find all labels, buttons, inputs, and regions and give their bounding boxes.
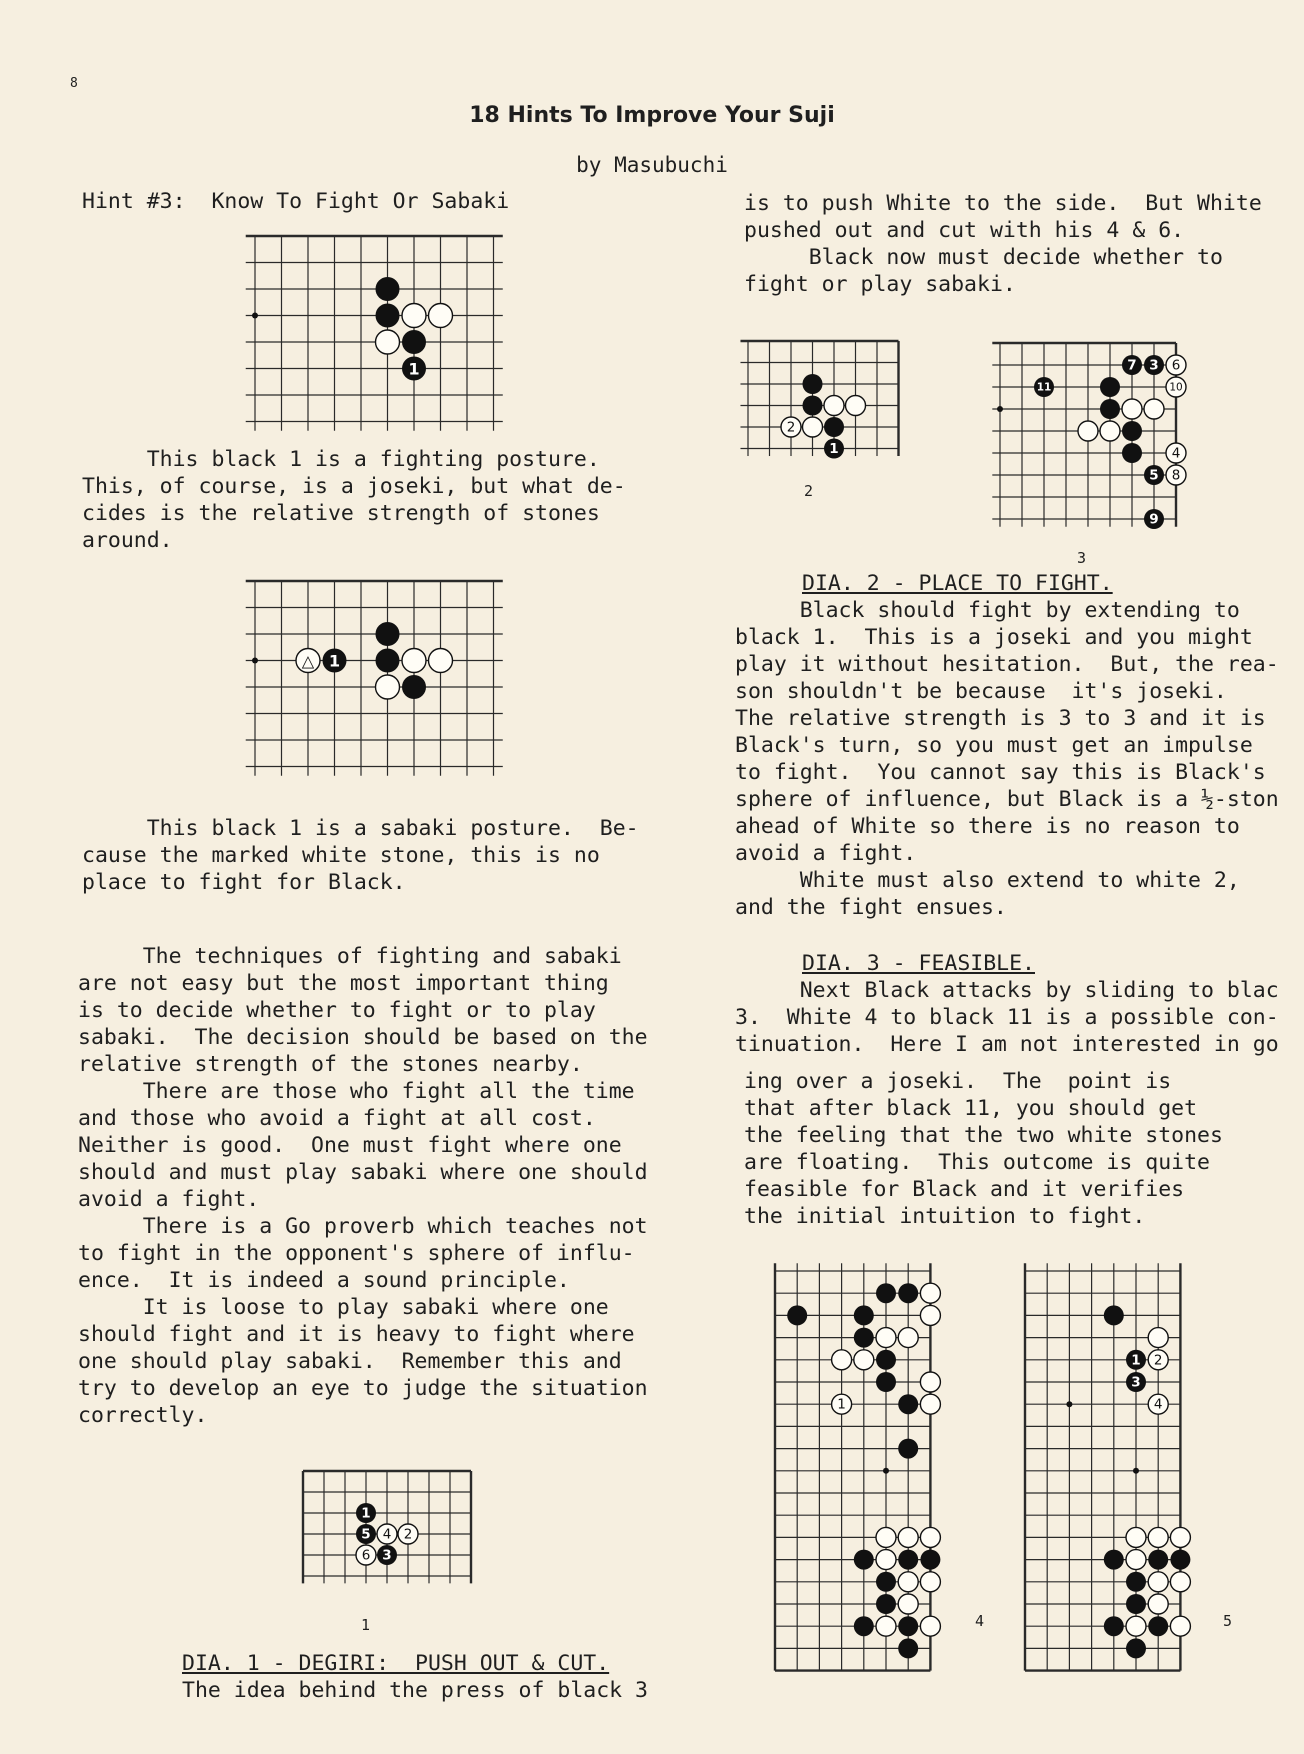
white-stone: [1078, 421, 1098, 441]
white-stone: [920, 1305, 940, 1325]
black-stone: [876, 1372, 896, 1392]
stone-number: 2: [403, 1526, 413, 1543]
fighting-posture-text: This black 1 is a fighting posture. This, of course, is a joseki, but what de- cides is the relative strength of stones around.: [82, 447, 626, 553]
black-stone: [920, 1550, 940, 1570]
black-stone: [402, 675, 426, 699]
white-stone: [854, 1350, 874, 1370]
black-stone: [1100, 377, 1120, 397]
dia3-heading: DIA. 3 - FEASIBLE.: [802, 951, 1035, 976]
stone-number: △: [301, 651, 315, 671]
black-stone: [787, 1305, 807, 1325]
diagram-1-board: [293, 1465, 468, 1615]
stone-number: 4: [382, 1526, 392, 1543]
black-stone: [854, 1616, 874, 1636]
black-stone: [876, 1283, 896, 1303]
stone-number: 6: [1171, 357, 1181, 374]
white-stone: [376, 330, 400, 354]
white-stone: [920, 1616, 940, 1636]
black-stone: [1126, 1572, 1146, 1592]
black-stone: [898, 1638, 918, 1658]
stone-number: 7: [1127, 357, 1137, 374]
white-stone: [1148, 1328, 1168, 1348]
white-stone: [898, 1594, 918, 1614]
diagram-5-label: 5: [1223, 1612, 1233, 1630]
black-stone: [1126, 1638, 1146, 1658]
white-stone: [846, 396, 866, 416]
stone-number: 6: [361, 1547, 371, 1564]
diagram-5-board: [1015, 1265, 1215, 1677]
white-stone: [1148, 1527, 1168, 1547]
diagram-4-label: 4: [975, 1612, 985, 1630]
white-stone: [920, 1283, 940, 1303]
white-stone: [803, 417, 823, 437]
stone-number: 3: [382, 1547, 392, 1564]
white-stone: [402, 304, 426, 328]
diagram-4-board: [765, 1265, 965, 1677]
diagram-1-label: 1: [361, 1616, 371, 1634]
body-text: The techniques of fighting and sabaki are not easy but the most important thing is to decide whether to fight or to play sabaki. The decision should be based on the relative strength of the stones nearby. There are those who fight all the time and those who avoid a fight at all cost. Neither is good. One must fight where one should and must play sabaki where one should avoid a fight. There is a Go proverb which teaches not to fight in the opponent's sphere of influ- ence. It is indeed a sound principle. It is loose to play sabaki where one should fight and it is heavy to fight where one should play sabaki. Remember this and try to develop an eye to judge the situation correctly.: [78, 944, 648, 1428]
hoshi-point: [997, 406, 1003, 412]
white-stone: [898, 1527, 918, 1547]
dia1-text: The idea behind the press of black 3: [182, 1678, 648, 1703]
hoshi-point: [1066, 1401, 1072, 1407]
white-stone: [402, 649, 426, 673]
black-stone: [1170, 1550, 1190, 1570]
white-stone: [429, 649, 453, 673]
black-stone: [376, 649, 400, 673]
white-stone: [1170, 1527, 1190, 1547]
stone-number: 9: [1149, 511, 1159, 528]
black-stone: [898, 1283, 918, 1303]
stone-number: 1: [837, 1396, 846, 1413]
dia2-text: Black should fight by extending to black 1. This is a joseki and you might play it without hesitation. But, the rea- son shouldn't be because it's joseki. The relative strength is 3 to 3 and it is Black's turn, so you must get an impulse to fight. You cannot say this is Black's sphere of influence, but Black is a ½-ston ahead of White so there is no reason to avoid a fight. White must also extend to white 2, and the fight ensues.: [735, 598, 1279, 920]
black-stone: [854, 1550, 874, 1570]
hint-heading: Hint #3: Know To Fight Or Sabaki: [82, 189, 510, 214]
continuation-text: is to push White to the side. But White pushed out and cut with his 4 & 6. Black now must decide whether to fight or play sabaki.: [744, 191, 1262, 297]
white-stone: [429, 304, 453, 328]
article-title: 18 Hints To Improve Your Suji: [469, 103, 835, 128]
black-stone: [898, 1439, 918, 1459]
white-stone: [1100, 421, 1120, 441]
black-stone: [803, 374, 823, 394]
white-stone: [876, 1616, 896, 1636]
white-stone: [876, 1527, 896, 1547]
hint-diagram-fighting: [245, 230, 510, 430]
black-stone: [1104, 1616, 1124, 1636]
stone-number: 4: [1171, 445, 1181, 462]
diagram-3-board: [990, 337, 1205, 547]
white-stone: [876, 1328, 896, 1348]
black-stone: [376, 304, 400, 328]
black-stone: [1126, 1594, 1146, 1614]
white-stone: [1126, 1527, 1146, 1547]
hint-diagram-sabaki: [245, 575, 510, 800]
white-stone: [1144, 399, 1164, 419]
black-stone: [1122, 443, 1142, 463]
black-stone: [803, 396, 823, 416]
black-stone: [1148, 1550, 1168, 1570]
dia1-heading: DIA. 1 - DEGIRI: PUSH OUT & CUT.: [182, 1651, 610, 1676]
stone-number: 1: [361, 1505, 371, 1522]
white-stone: [920, 1572, 940, 1592]
sabaki-posture-text: This black 1 is a sabaki posture. Be- cause the marked white stone, this is no place to fight for Black.: [82, 816, 639, 895]
stone-number: 5: [1149, 467, 1159, 484]
stone-number: 2: [786, 419, 796, 436]
stone-number: 10: [1169, 381, 1183, 394]
black-stone: [876, 1594, 896, 1614]
black-stone: [854, 1305, 874, 1325]
black-stone: [898, 1394, 918, 1414]
white-stone: [1126, 1616, 1146, 1636]
black-stone: [854, 1328, 874, 1348]
hoshi-point: [252, 313, 258, 319]
black-stone: [898, 1550, 918, 1570]
diagram-2-board: [738, 335, 913, 480]
stone-number: 11: [1036, 381, 1052, 394]
white-stone: [898, 1572, 918, 1592]
white-stone: [920, 1394, 940, 1414]
white-stone: [898, 1328, 918, 1348]
black-stone: [376, 622, 400, 646]
dia3-text-a: Next Black attacks by sliding to blac 3. White 4 to black 11 is a possible con- tinuation. Here I am not interested in go: [735, 978, 1279, 1057]
white-stone: [1122, 399, 1142, 419]
hoshi-point: [1133, 1468, 1139, 1474]
diagram-3-label: 3: [1077, 549, 1087, 567]
black-stone: [402, 330, 426, 354]
byline: by Masubuchi: [576, 153, 728, 177]
white-stone: [1170, 1616, 1190, 1636]
stone-number: 3: [1149, 357, 1159, 374]
white-stone: [1148, 1572, 1168, 1592]
white-stone: [824, 396, 844, 416]
stone-number: 5: [361, 1526, 371, 1543]
stone-number: 1: [1131, 1352, 1141, 1369]
dia2-heading: DIA. 2 - PLACE TO FIGHT.: [802, 571, 1113, 596]
white-stone: [920, 1527, 940, 1547]
black-stone: [1148, 1616, 1168, 1636]
white-stone: [1148, 1594, 1168, 1614]
white-stone: [1170, 1572, 1190, 1592]
stone-number: 4: [1153, 1396, 1163, 1413]
black-stone: [876, 1350, 896, 1370]
white-stone: [1126, 1550, 1146, 1570]
stone-number: 1: [328, 651, 341, 671]
black-stone: [824, 417, 844, 437]
stone-number: 3: [1131, 1374, 1141, 1391]
white-stone: [832, 1350, 852, 1370]
diagram-2-label: 2: [804, 482, 814, 500]
black-stone: [876, 1572, 896, 1592]
stone-number: 8: [1171, 467, 1181, 484]
black-stone: [376, 277, 400, 301]
black-stone: [1104, 1550, 1124, 1570]
stone-number: 1: [408, 359, 420, 379]
page-number: 8: [70, 76, 78, 91]
stone-number: 2: [1153, 1352, 1163, 1369]
black-stone: [1122, 421, 1142, 441]
hoshi-point: [252, 658, 258, 664]
hoshi-point: [883, 1468, 889, 1474]
black-stone: [1104, 1305, 1124, 1325]
white-stone: [920, 1372, 940, 1392]
black-stone: [898, 1616, 918, 1636]
white-stone: [876, 1550, 896, 1570]
white-stone: [376, 675, 400, 699]
stone-number: 1: [829, 441, 839, 457]
dia3-text-b: ing over a joseki. The point is that after black 11, you should get the feeling that the two white stones are floating. This outcome is quite feasible for Black and it verifies the initial intuition to fight.: [744, 1069, 1223, 1229]
black-stone: [1100, 399, 1120, 419]
